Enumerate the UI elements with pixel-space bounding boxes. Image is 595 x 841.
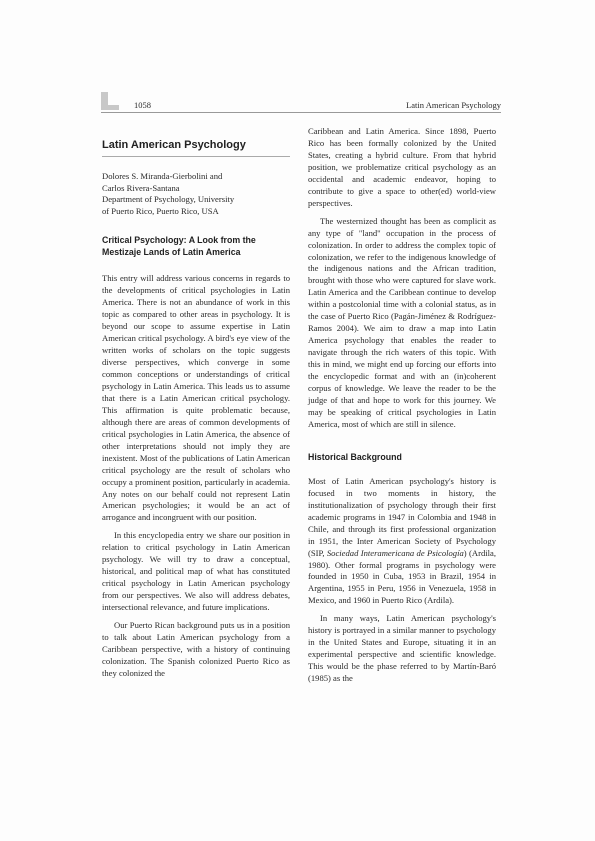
paragraph-continued: Caribbean and Latin America. Since 1898, Puerto Rico has been formally colonized by the United States, creating a hybrid culture. From that hybrid position, we problematize critical psychology as an occidental and academic endeavor, hoping to contribute to give a space to other(ed) world-view perspectives.: [308, 126, 496, 208]
paragraph: In this encyclopedia entry we share our position in relation to critical psychology in Latin American psychology. We will try to draw a conceptual, historical, and political map of what has constituted critical psychology in Latin American psychology from our perspectives. We also will address debates, intersectional relevance, and future implications.: [102, 530, 290, 613]
italic-term: Sociedad Interamericana de Psicología: [326, 547, 464, 558]
section-heading-critical-psychology: Critical Psychology: A Look from the Mestizaje Lands of Latin America: [102, 235, 256, 258]
running-head: Latin American Psychology: [406, 100, 501, 110]
left-column: [102, 120, 290, 680]
paragraph: Our Puerto Rican background puts us in a position to talk about Latin American psychology from a Caribbean perspective, with a history of continuing colonization. The Spanish colonized Puerto Rico as they colonized the: [102, 620, 290, 678]
paragraph: This entry will address various concerns in regards to the developments of critical psychologies in Latin America. There is not an abundance of work in this topic as compared to other areas in psychology. It is beyond our scope to assume expertise in Latin American critical psychology. A bird's eye view of the written works of scholars on the topic suggests diverse perspectives, which converge in some common conceptions or understandings of critical psychology in Latin America. This leads us to assume that there is a Latin American critical psychology. This affirmation is quite problematic because, although there are areas of common developments of critical psychologies in Latin America, the absence of other interpretations should not imply they are inexistent. Most of the publications of Latin American critical psychology are the result of scholars who occupy a prominent position, particularly in academia. Any notes on our behalf could not represent Latin American psychologies; it would be an act of arrogance and incongruent with our position.: [102, 273, 290, 523]
author-affiliation: Department of Psychology, University: [102, 194, 235, 205]
right-column: [308, 126, 496, 685]
corner-crop-mark: [101, 92, 108, 110]
paragraph: The westernized thought has been as complicit as any type of "land" occupation in the process of colonization. In order to address the complex topic of colonization, we refer to the indigenous knowledge of the indigenous nations and the African tradition, brought with those who were captured for slave work. Latin America and the Caribbean continue to develop within a postcolonial time with a colonial status, as in the case of Puerto Rico (Pagán-Jiménez & Rodríguez-Ramos 2004). We aim to draw a map into Latin America psychology that enables the reader to navigate through the rich waters of this topic. With this in mind, we might end up forcing our efforts into the encyclopedic format and with an (in)coherent corpus of knowledge. We leave the reader to be the judge of that and hope to work for this journey. We may be speaking of critical psychologies in Latin America, most of which are still in silence.: [308, 215, 496, 429]
paragraph-text: Most of Latin American psychology's history is focused in two moments in history, the institutionalization of psychology through their first academic programs in 1947 in Colombia and 1948 in Chile, and through its first professional organization in 1951, the Inter American Society of Psychology (SIP,: [308, 475, 496, 558]
paragraph: In many ways, Latin American psychology's history is portrayed in a similar manner to psychology in the United States and Europe, situating it in an experimental perspective and scientific knowledge. This would be the phase referred to by Martín-Baró (1985) as the: [308, 613, 496, 684]
author-line: Dolores S. Miranda-Gierbolini and: [102, 171, 223, 181]
author-affiliation: of Puerto Rico, Puerto Rico, USA: [102, 205, 219, 216]
paragraph: [308, 476, 496, 607]
section-heading-historical-background: Historical Background: [308, 451, 402, 462]
author-line: Carlos Rivera-Santana: [102, 182, 180, 193]
page-number: 1058: [134, 100, 151, 110]
title-divider: [102, 156, 290, 157]
paragraph-text: ) (Ardila, 1980). Other formal programs in psychology were founded in 1950 in Cuba, 1953 in Brazil, 1954 in Argentina, 1955 in Peru, 1956 in Venezuela, 1958 in Mexico, and 1960 in Puerto Rico (Ardila).: [308, 547, 496, 606]
header-rule: [101, 112, 501, 113]
entry-title: Latin American Psychology: [102, 139, 246, 151]
